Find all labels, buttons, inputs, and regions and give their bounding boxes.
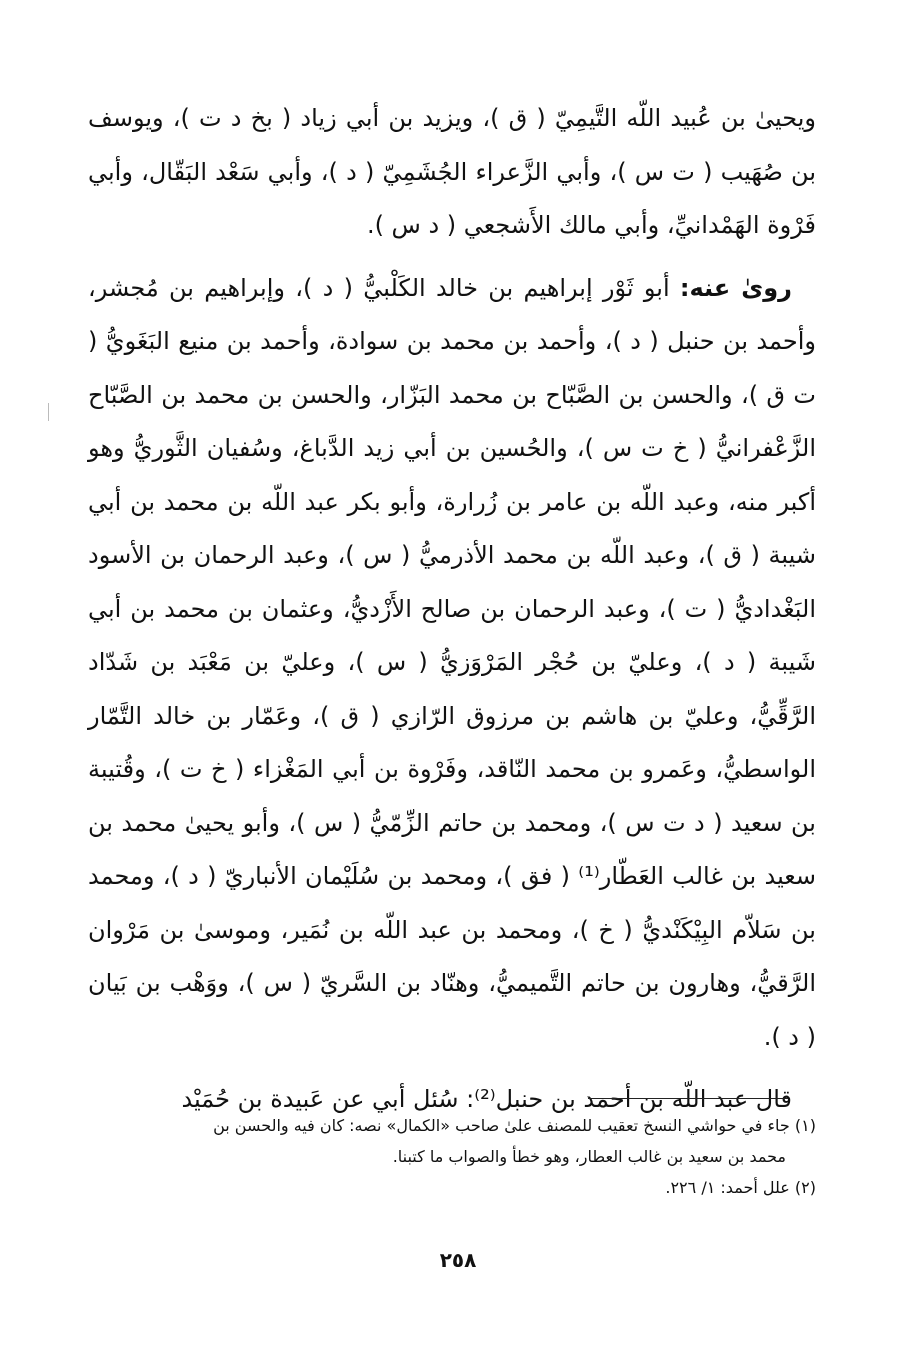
main-text	[88, 92, 816, 1136]
page-number: ٢٥٨	[439, 1248, 477, 1272]
footnote-divider	[588, 1098, 788, 1099]
paragraph-text: قال عبد اللّه بن أحمد بن حنبل⁽²⁾: سُئل أبي عن عَبيدة بن حُمَيْد	[181, 1085, 792, 1113]
footnote-2: (٢) علل أحمد: ١/ ٢٢٦.	[665, 1178, 816, 1197]
margin-mark	[48, 403, 49, 421]
footnote-1: (١) جاء في حواشي النسخ تعقيب للمصنف علىٰ صاحب «الكمال» نصه: كان فيه والحسن بن	[213, 1116, 816, 1135]
narrated-by-paragraph	[88, 262, 816, 1065]
paragraph-lead: روىٰ عنه:	[679, 273, 792, 302]
footnotes	[88, 1110, 816, 1203]
paragraph-text: ويحيىٰ بن عُبيد اللّه التَّيمِيّ ( ق )، ويزيد بن أبي زياد ( بخ د ت )، ويوسف بن صُهَيب ( ت س )، وأبي الزَّعراء الجُشَمِيّ ( د )، وأبي سَعْد البَقّال، وأبي فَرْوة الهَمْدانيِّ، وأبي مالك الأَشجعي ( د س ).	[88, 104, 816, 239]
narrators-from-paragraph	[88, 92, 816, 253]
paragraph-text: أبو ثَوْر إبراهيم بن خالد الكَلْبيُّ ( د )، وإبراهيم بن مُجشر، وأحمد بن حنبل ( د )، وأحمد بن محمد بن سوادة، وأحمد بن منيع البَغَويُّ ( ت ق )، والحسن بن الصَّبّاح بن محمد البَزّار، والحسن بن محمد بن الصَّبّاح الزَّعْفرانيُّ ( خ ت س )، والحُسين بن أبي زيد الدَّباغ، وسُفيان الثَّوريُّ وهو أكبر منه، وعبد اللّه بن عامر بن زُرارة، وأبو بكر عبد اللّه بن محمد بن أبي شيبة ( ق )، وعبد اللّه بن محمد الأذرميُّ ( س )، وعبد الرحمان بن الأسود البَغْداديُّ ( ت )، وعبد الرحمان بن صالح الأَزْديُّ، وعثمان بن محمد بن أبي شَيبة ( د )، وعليّ بن حُجْر المَرْوَزيُّ ( س )، وعليّ بن مَعْبَد بن شَدّاد الرَّقِّيُّ، وعليّ بن هاشم بن مرزوق الرّازي ( ق )، وعَمّار بن خالد التَّمّار الواسطيُّ، وعَمرو بن محمد النّاقد، وفَرْوة بن أبي المَغْزاء ( خ ت )، وقُتيبة بن سعيد ( د ت س )، ومحمد بن حاتم الزِّمّيُّ ( س )، وأبو يحيىٰ محمد بن سعيد بن غالب العَطّار⁽¹⁾ ( فق )، ومحمد بن سُلَيْمان الأنباريّ ( د )، ومحمد بن سَلاّم البِيْكَنْديُّ ( خ )، ومحمد بن عبد اللّه بن نُمَير، وموسىٰ بن مَرْوان الرَّقيُّ، وهارون بن حاتم التَّميميُّ، وهنّاد بن السَّريّ ( س )، ووَهْب بن بَيان ( د ).	[88, 273, 816, 1051]
footnote-1-continuation: محمد بن سعيد بن غالب العطار، وهو خطأ والصواب ما كتبنا.	[392, 1147, 786, 1166]
